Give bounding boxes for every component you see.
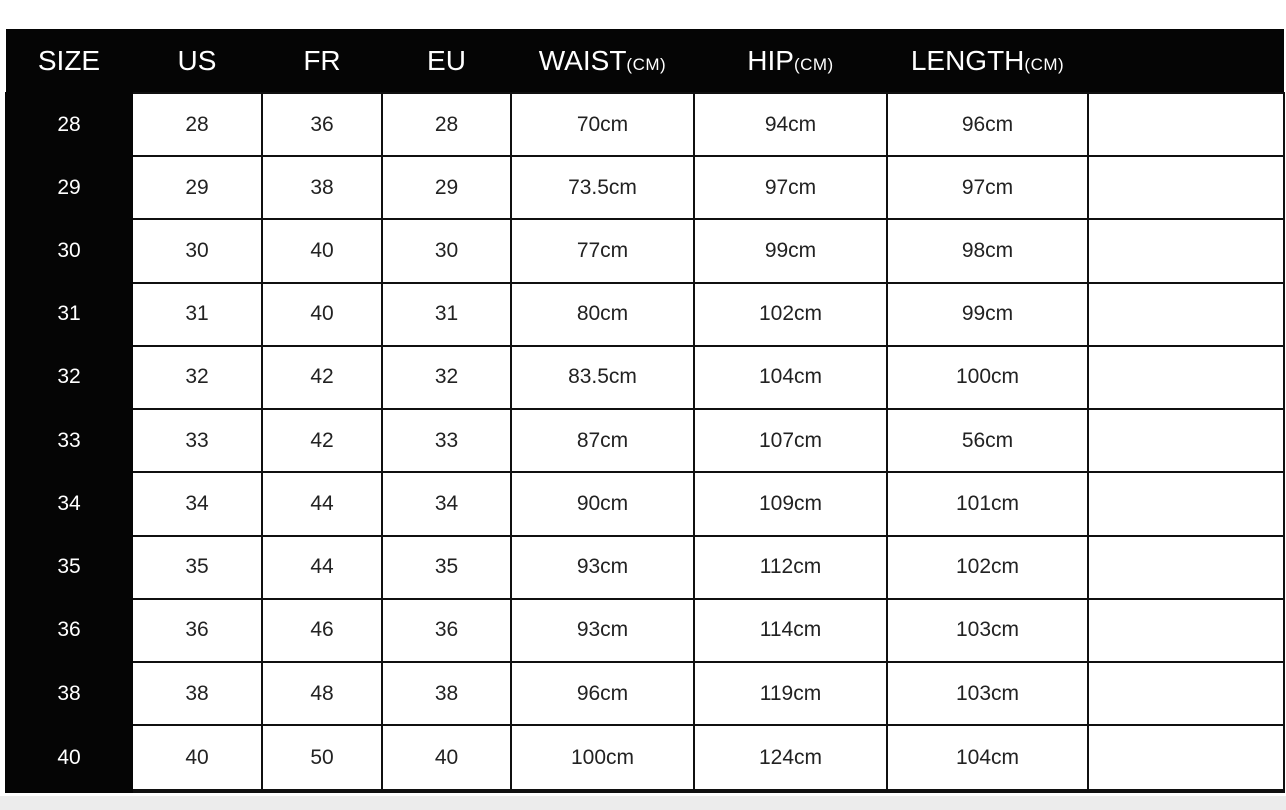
header-hip-label: HIP bbox=[747, 44, 794, 76]
eu-cell: 29 bbox=[382, 156, 511, 219]
size-cell: 33 bbox=[6, 409, 132, 472]
us-cell: 40 bbox=[132, 725, 262, 791]
fr-cell: 36 bbox=[262, 93, 382, 156]
eu-cell: 30 bbox=[382, 219, 511, 282]
us-cell: 36 bbox=[132, 599, 262, 662]
header-row bbox=[6, 29, 1284, 93]
waist-cell: 96cm bbox=[511, 662, 694, 725]
header-length-unit: (CM) bbox=[1024, 54, 1065, 74]
eu-cell: 36 bbox=[382, 599, 511, 662]
eu-cell: 38 bbox=[382, 662, 511, 725]
hip-cell: 124cm bbox=[694, 725, 887, 791]
hip-cell: 102cm bbox=[694, 283, 887, 346]
fr-cell: 44 bbox=[262, 536, 382, 599]
length-cell: 102cm bbox=[887, 536, 1088, 599]
waist-cell: 90cm bbox=[511, 472, 694, 535]
header-length-label: LENGTH bbox=[910, 44, 1025, 76]
fr-cell: 38 bbox=[262, 156, 382, 219]
fr-cell: 42 bbox=[262, 346, 382, 409]
size-chart-table bbox=[5, 29, 1285, 793]
us-cell: 32 bbox=[132, 346, 262, 409]
waist-cell: 93cm bbox=[511, 536, 694, 599]
spacer-cell bbox=[1088, 409, 1284, 472]
header-length bbox=[887, 29, 1088, 93]
hip-cell: 97cm bbox=[694, 156, 887, 219]
header-eu-label: EU bbox=[427, 44, 466, 76]
fr-cell: 44 bbox=[262, 472, 382, 535]
table-row bbox=[6, 283, 1284, 346]
hip-cell: 109cm bbox=[694, 472, 887, 535]
hip-cell: 104cm bbox=[694, 346, 887, 409]
header-waist-unit: (CM) bbox=[626, 54, 667, 74]
size-cell: 31 bbox=[6, 283, 132, 346]
us-cell: 33 bbox=[132, 409, 262, 472]
header-us bbox=[132, 29, 262, 93]
header-size bbox=[6, 29, 132, 93]
length-cell: 103cm bbox=[887, 599, 1088, 662]
size-cell: 35 bbox=[6, 536, 132, 599]
length-cell: 100cm bbox=[887, 346, 1088, 409]
header-fr bbox=[262, 29, 382, 93]
header-size-label: SIZE bbox=[37, 44, 101, 76]
header-hip-unit: (CM) bbox=[793, 54, 834, 74]
fr-cell: 46 bbox=[262, 599, 382, 662]
size-cell: 36 bbox=[6, 599, 132, 662]
table-row bbox=[6, 93, 1284, 156]
fr-cell: 50 bbox=[262, 725, 382, 791]
spacer-cell bbox=[1088, 662, 1284, 725]
table-row bbox=[6, 536, 1284, 599]
eu-cell: 32 bbox=[382, 346, 511, 409]
hip-cell: 99cm bbox=[694, 219, 887, 282]
us-cell: 38 bbox=[132, 662, 262, 725]
us-cell: 28 bbox=[132, 93, 262, 156]
table-row bbox=[6, 156, 1284, 219]
eu-cell: 40 bbox=[382, 725, 511, 791]
size-cell: 34 bbox=[6, 472, 132, 535]
table-row bbox=[6, 472, 1284, 535]
waist-cell: 87cm bbox=[511, 409, 694, 472]
size-chart-header bbox=[6, 29, 1284, 93]
header-spacer bbox=[1088, 29, 1284, 93]
length-cell: 101cm bbox=[887, 472, 1088, 535]
spacer-cell bbox=[1088, 156, 1284, 219]
spacer-cell bbox=[1088, 283, 1284, 346]
length-cell: 96cm bbox=[887, 93, 1088, 156]
length-cell: 97cm bbox=[887, 156, 1088, 219]
length-cell: 98cm bbox=[887, 219, 1088, 282]
us-cell: 31 bbox=[132, 283, 262, 346]
spacer-cell bbox=[1088, 599, 1284, 662]
spacer-cell bbox=[1088, 725, 1284, 791]
table-row bbox=[6, 662, 1284, 725]
table-row bbox=[6, 409, 1284, 472]
spacer-cell bbox=[1088, 219, 1284, 282]
header-us-label: US bbox=[177, 44, 217, 76]
waist-cell: 100cm bbox=[511, 725, 694, 791]
hip-cell: 114cm bbox=[694, 599, 887, 662]
size-table-body bbox=[6, 93, 1284, 791]
spacer-cell bbox=[1088, 346, 1284, 409]
waist-cell: 80cm bbox=[511, 283, 694, 346]
spacer-cell bbox=[1088, 472, 1284, 535]
size-cell: 32 bbox=[6, 346, 132, 409]
fr-cell: 40 bbox=[262, 219, 382, 282]
waist-cell: 77cm bbox=[511, 219, 694, 282]
waist-cell: 70cm bbox=[511, 93, 694, 156]
hip-cell: 119cm bbox=[694, 662, 887, 725]
size-cell: 40 bbox=[6, 725, 132, 791]
waist-cell: 83.5cm bbox=[511, 346, 694, 409]
us-cell: 34 bbox=[132, 472, 262, 535]
fr-cell: 40 bbox=[262, 283, 382, 346]
eu-cell: 33 bbox=[382, 409, 511, 472]
length-cell: 103cm bbox=[887, 662, 1088, 725]
spacer-cell bbox=[1088, 536, 1284, 599]
eu-cell: 31 bbox=[382, 283, 511, 346]
length-cell: 56cm bbox=[887, 409, 1088, 472]
footer-strip bbox=[0, 796, 1286, 810]
fr-cell: 48 bbox=[262, 662, 382, 725]
us-cell: 35 bbox=[132, 536, 262, 599]
size-cell: 30 bbox=[6, 219, 132, 282]
hip-cell: 112cm bbox=[694, 536, 887, 599]
eu-cell: 28 bbox=[382, 93, 511, 156]
table-row bbox=[6, 219, 1284, 282]
eu-cell: 34 bbox=[382, 472, 511, 535]
eu-cell: 35 bbox=[382, 536, 511, 599]
us-cell: 29 bbox=[132, 156, 262, 219]
size-cell: 29 bbox=[6, 156, 132, 219]
header-eu bbox=[382, 29, 511, 93]
table-row bbox=[6, 346, 1284, 409]
spacer-cell bbox=[1088, 93, 1284, 156]
header-waist bbox=[511, 29, 694, 93]
length-cell: 104cm bbox=[887, 725, 1088, 791]
us-cell: 30 bbox=[132, 219, 262, 282]
waist-cell: 93cm bbox=[511, 599, 694, 662]
size-cell: 28 bbox=[6, 93, 132, 156]
hip-cell: 107cm bbox=[694, 409, 887, 472]
size-cell: 38 bbox=[6, 662, 132, 725]
length-cell: 99cm bbox=[887, 283, 1088, 346]
header-fr-label: FR bbox=[303, 44, 341, 76]
header-waist-label: WAIST bbox=[538, 44, 627, 76]
table-row bbox=[6, 725, 1284, 791]
hip-cell: 94cm bbox=[694, 93, 887, 156]
waist-cell: 73.5cm bbox=[511, 156, 694, 219]
fr-cell: 42 bbox=[262, 409, 382, 472]
header-hip bbox=[694, 29, 887, 93]
table-row bbox=[6, 599, 1284, 662]
